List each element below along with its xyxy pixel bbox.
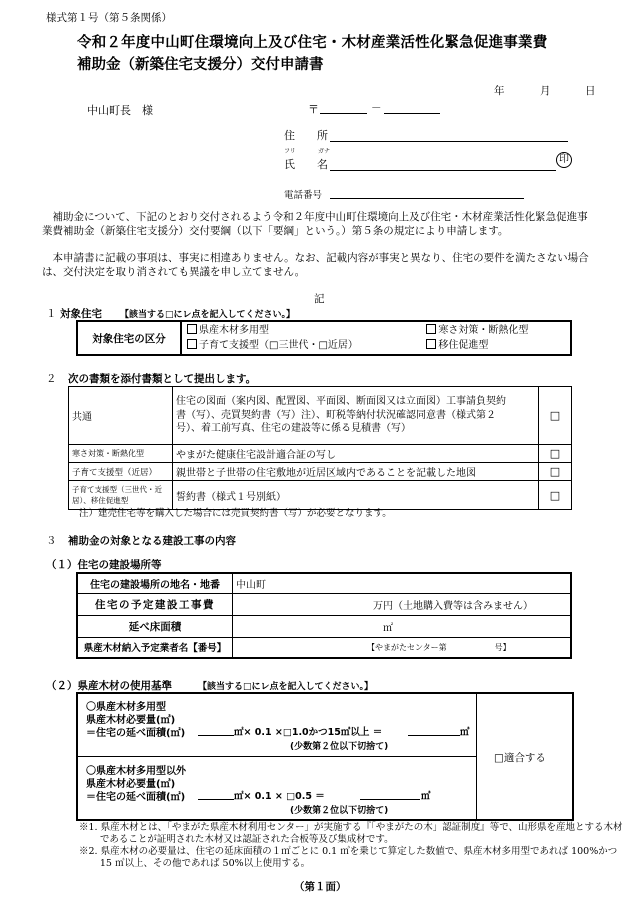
table-row xyxy=(69,463,572,481)
option-cold-insulation: 寒さ対策・断熱化型 xyxy=(438,325,529,336)
body-paragraph-1: 補助金について、下記のとおり交付されるよう令和２年度中山町住環境向上及び住宅・木材産業活性化緊急促進事業費補助金（新築住宅支援分）交付要綱（以下「要綱」という。）第５条の規定により申請します。 xyxy=(42,211,588,237)
phone-label: 電話番号 xyxy=(284,190,323,201)
section3-sub1-heading: （１）住宅の建設場所等 xyxy=(46,559,162,571)
title-line-2: 補助金（新築住宅支援分）交付申請書 xyxy=(77,57,324,73)
section1-note: 【該当する□にレ点を記入してください。】 xyxy=(120,310,296,320)
furigana-label-2: ガナ xyxy=(318,148,331,155)
seal-mark: 印 xyxy=(556,152,572,168)
block-b-round-note: (少数第２位以下切捨て) xyxy=(290,806,389,816)
address-label: 住 所 xyxy=(284,129,328,142)
date-day: 日 xyxy=(585,85,596,97)
block-b-line2: 県産木材必要量(㎥) xyxy=(86,779,176,790)
block-b-result-field[interactable] xyxy=(360,789,420,800)
wood-note-2: ※2. 県産木材の必要量は、住宅の延床面積の１㎡ごとに 0.1 ㎥を乗じて算定した数値で、県産木材多用型であれば 100%かつ 15 ㎥以上、その他であれば 50%以上使用する。 xyxy=(79,846,618,869)
construction-cost-label: 住宅の予定建設工事費 xyxy=(77,593,233,615)
checkbox-migration[interactable] xyxy=(426,339,436,349)
address-field[interactable] xyxy=(330,130,568,142)
construction-site-table xyxy=(76,572,572,659)
block-b-title: 〇県産木材多用型以外 xyxy=(86,766,186,777)
floor-area-label: 延べ床面積 xyxy=(77,615,233,637)
date-month: 月 xyxy=(540,85,551,97)
section2-heading: 次の書類を添付書類として提出します。 xyxy=(68,373,257,385)
attachment-checkbox[interactable]: □ xyxy=(539,481,572,510)
option-child-support: 子育て支援型（□三世代・□近居） xyxy=(199,340,358,351)
section3-heading: 補助金の対象となる建設工事の内容 xyxy=(68,535,236,547)
attachment-category: 寒さ対策・断熱化型 xyxy=(69,445,173,463)
construction-cost-value[interactable]: 万円（土地購入費等は含みません） xyxy=(233,593,572,615)
section1-heading: 対象住宅 xyxy=(60,308,102,320)
section2-number: ２ xyxy=(46,373,57,385)
wood-supplier-value[interactable]: 【やまがたセンター第 号】 xyxy=(233,637,572,658)
option-wood-intensive: 県産木材多用型 xyxy=(199,325,269,336)
attachment-documents: 誓約書（様式１号別紙） xyxy=(173,481,539,510)
postal-dash: － xyxy=(371,102,382,114)
checkbox-child-support[interactable] xyxy=(187,339,197,349)
site-location-label: 住宅の建設場所の地名・地番 xyxy=(77,573,233,593)
block-a-unit: ㎥ xyxy=(460,727,470,738)
block-b-unit: ㎥ xyxy=(421,791,431,802)
wood-supplier-label: 県産木材納入予定業者名【番号】 xyxy=(77,637,233,658)
phone-field[interactable] xyxy=(330,188,524,199)
table-row xyxy=(77,637,571,658)
page-label: （第１面） xyxy=(294,881,347,893)
block-a-title: 〇県産木材多用型 xyxy=(86,702,166,713)
name-field[interactable] xyxy=(330,159,556,171)
floor-area-value[interactable]: ㎡ xyxy=(233,615,572,637)
site-location-value[interactable]: 中山町 xyxy=(233,573,572,593)
title-line-1: 令和２年度中山町住環境向上及び住宅・木材産業活性化緊急促進事業費 xyxy=(77,35,548,51)
attachment-checkbox[interactable]: □ xyxy=(539,463,572,481)
block-b-formula-mid: ㎡× 0.1 × □0.5 ＝ xyxy=(234,791,325,802)
target-housing-label: 対象住宅の区分 xyxy=(77,321,181,355)
name-label: 氏 名 xyxy=(284,158,328,171)
attachment-category: 子育て支援型（三世代・近居）、移住促進型 xyxy=(69,481,173,510)
block-a-line2: 県産木材必要量(㎥) xyxy=(86,715,176,726)
attachment-category: 共通 xyxy=(69,387,173,445)
target-housing-table xyxy=(76,320,572,356)
addressee: 中山町長 様 xyxy=(87,104,153,117)
wood-note-1: ※1. 県産木材とは、「やまがた県産木材利用センター」が実施する『「やまがたの木」認証制度』等で、山形県を産地とする木材であることが証明された木材又は認証された合板等及び集成材です。 xyxy=(79,822,623,845)
section2-footnote: 注）建売住宅等を購入した場合には売買契約書（写）が必要となります。 xyxy=(79,508,392,519)
attachment-checkbox[interactable]: □ xyxy=(539,387,572,445)
conform-checkbox[interactable]: □適合する xyxy=(494,752,546,764)
postal-code-field-2[interactable] xyxy=(384,104,440,114)
postal-code-field-1[interactable] xyxy=(320,104,367,114)
postal-mark: 〒 xyxy=(308,103,319,116)
ki-label: 記 xyxy=(314,293,325,305)
table-row xyxy=(77,615,571,637)
block-b-formula-left: ＝住宅の延べ面積(㎡) xyxy=(86,792,186,803)
section3-sub2-heading: （２）県産木材の使用基準 xyxy=(46,680,172,692)
checkbox-cold-insulation[interactable] xyxy=(426,324,436,334)
attachment-category: 子育て支援型（近居） xyxy=(69,463,173,481)
attachment-documents: 親世帯と子世帯の住宅敷地が近居区域内であることを記載した地図 xyxy=(173,463,539,481)
attachments-table xyxy=(68,386,572,510)
form-number: 様式第１号（第５条関係） xyxy=(46,12,172,24)
block-a-result-field[interactable] xyxy=(408,725,460,736)
section3-sub2-note: 【該当する□にレ点を記入してください。】 xyxy=(198,682,374,692)
table-row xyxy=(77,573,571,593)
wood-criteria-table xyxy=(76,692,574,821)
option-migration: 移住促進型 xyxy=(438,340,489,351)
attachment-documents: やまがた健康住宅設計適合証の写し xyxy=(173,445,539,463)
body-paragraph-2: 本申請書に記載の事項は、事実に相違ありません。なお、記載内容が事実と異なり、住宅の要件を満たさない場合は、交付決定を取り消されても異議を申し立てません。 xyxy=(42,252,589,278)
table-row xyxy=(69,387,572,445)
block-a-formula-mid: ㎡× 0.1 ×□1.0かつ15㎥以上 ＝ xyxy=(234,727,383,738)
block-a-formula-left: ＝住宅の延べ面積(㎡) xyxy=(86,728,186,739)
furigana-label-1: フリ xyxy=(284,148,296,155)
block-a-round-note: (少数第２位以下切捨て) xyxy=(290,742,389,752)
date-year: 年 xyxy=(494,85,505,97)
table-row xyxy=(69,445,572,463)
attachment-checkbox[interactable]: □ xyxy=(539,445,572,463)
attachment-documents: 住宅の図面（案内図、配置図、平面図、断面図又は立面図）工事請負契約書（写）、売買契約書（写）注）、町税等納付状況確認同意書（様式第２号）、着工前写真、住宅の建設等に係る見積書（写） xyxy=(173,387,539,445)
table-row xyxy=(77,593,571,615)
block-a-area-field[interactable] xyxy=(198,725,234,736)
checkbox-wood-intensive[interactable] xyxy=(187,324,197,334)
section3-number: ３ xyxy=(46,535,57,547)
section1-number: １ xyxy=(46,308,57,320)
block-b-area-field[interactable] xyxy=(198,789,234,800)
